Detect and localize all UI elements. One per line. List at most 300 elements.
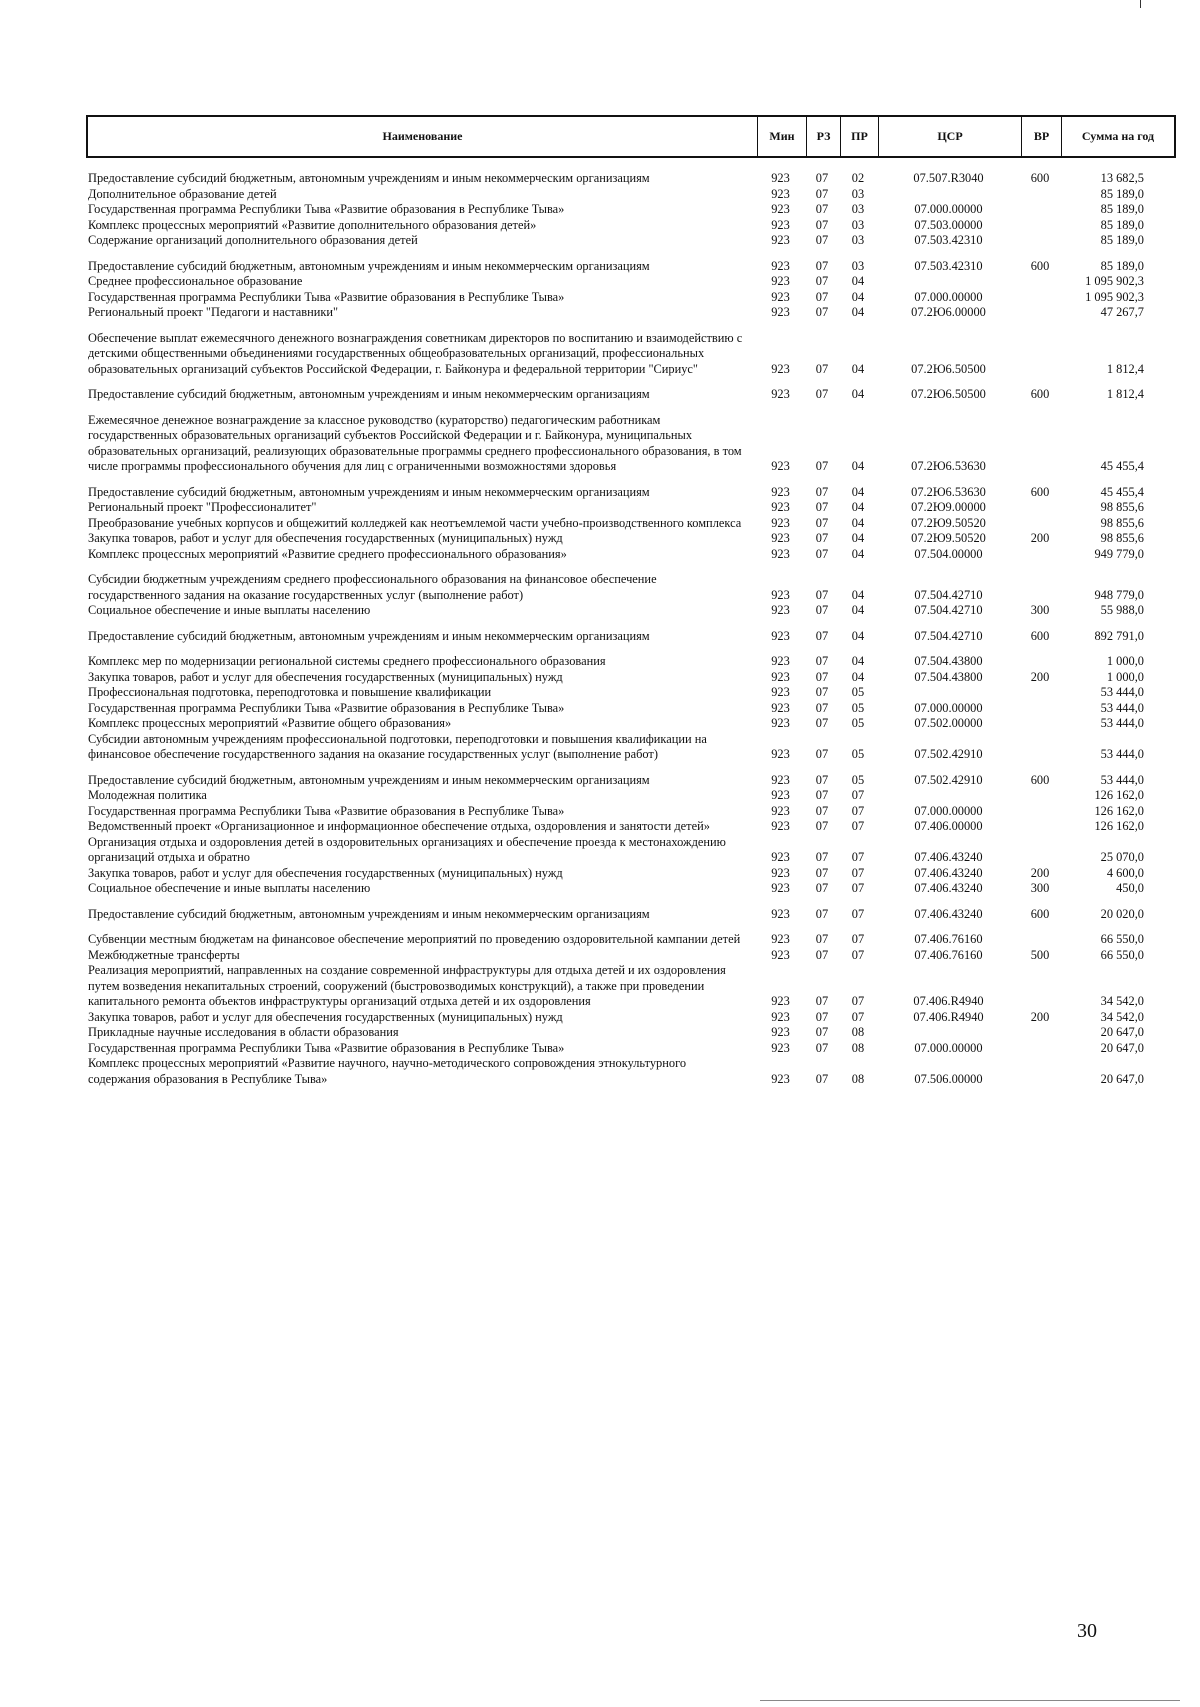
row-pr: 04 bbox=[851, 305, 865, 319]
row-csr: 07.2Ю6.50500 bbox=[911, 387, 986, 401]
row-name: Ведомственный проект «Организационное и информационное обеспечение отдыха, оздоровления и занятости детей» bbox=[88, 819, 710, 833]
row-vr bbox=[1020, 804, 1060, 820]
row-pr: 04 bbox=[851, 387, 865, 401]
table-row bbox=[88, 516, 1174, 532]
row-name: Субвенции местным бюджетам на финансовое обеспечение мероприятий по проведению оздоровительной кампании детей bbox=[88, 932, 741, 946]
row-sum: 948 779,0 bbox=[1094, 587, 1144, 602]
row-rz: 07 bbox=[815, 906, 829, 921]
table-row bbox=[88, 881, 1174, 897]
table-row bbox=[88, 290, 1174, 306]
row-sum: 98 855,6 bbox=[1100, 531, 1144, 545]
row-sum: 34 542,0 bbox=[1100, 994, 1144, 1008]
row-pr: 04 bbox=[851, 628, 865, 643]
row-pr: 04 bbox=[851, 459, 865, 473]
row-name: Государственная программа Республики Тыва «Развитие образования в Республике Тыва» bbox=[88, 289, 565, 304]
table-row bbox=[88, 932, 1174, 948]
row-pr: 04 bbox=[851, 289, 865, 304]
row-sum: 1 812,4 bbox=[1106, 361, 1144, 376]
row-pr: 07 bbox=[851, 803, 865, 818]
row-pr: 07 bbox=[851, 947, 865, 962]
row-min: 923 bbox=[771, 881, 790, 895]
header-min: Мин bbox=[758, 117, 807, 156]
row-min: 923 bbox=[771, 289, 790, 304]
table-row bbox=[88, 233, 1174, 249]
row-vr bbox=[1020, 732, 1060, 763]
row-rz: 07 bbox=[815, 186, 829, 201]
row-name: Социальное обеспечение и иные выплаты населению bbox=[88, 881, 371, 895]
row-pr: 07 bbox=[851, 819, 865, 833]
table-row bbox=[88, 701, 1174, 717]
row-vr bbox=[1020, 233, 1060, 249]
row-sum: 1 000,0 bbox=[1106, 669, 1144, 684]
row-vr bbox=[1020, 1025, 1060, 1041]
row-csr: 07.504.43800 bbox=[914, 654, 983, 668]
row-rz: 07 bbox=[815, 484, 829, 499]
row-csr: 07.2Ю6.53630 bbox=[911, 484, 986, 499]
row-name: Комплекс процессных мероприятий «Развитие общего образования» bbox=[88, 716, 452, 730]
row-csr: 07.406.00000 bbox=[914, 819, 983, 833]
row-name: Содержание организаций дополнительного образования детей bbox=[88, 233, 418, 247]
row-vr: 300 bbox=[1030, 603, 1050, 617]
row-sum: 20 647,0 bbox=[1100, 1040, 1144, 1055]
row-sum: 53 444,0 bbox=[1100, 685, 1144, 699]
row-vr: 200 bbox=[1030, 669, 1050, 684]
row-vr: 200 bbox=[1030, 865, 1050, 880]
row-csr: 07.000.00000 bbox=[914, 1040, 983, 1055]
row-vr: 200 bbox=[1030, 1009, 1050, 1024]
table-row bbox=[88, 1056, 1174, 1087]
row-csr: 07.502.42910 bbox=[914, 747, 983, 761]
row-sum: 85 189,0 bbox=[1100, 202, 1144, 216]
row-min: 923 bbox=[771, 947, 790, 962]
row-sum: 20 020,0 bbox=[1100, 906, 1144, 921]
row-pr: 04 bbox=[851, 654, 865, 668]
row-pr: 07 bbox=[851, 932, 865, 946]
row-vr bbox=[1020, 701, 1060, 717]
row-csr bbox=[877, 685, 1020, 701]
row-vr: 600 bbox=[1030, 906, 1050, 921]
page-number: 30 bbox=[1077, 1620, 1097, 1642]
row-vr bbox=[1020, 547, 1060, 563]
row-min: 923 bbox=[771, 906, 790, 921]
row-pr: 04 bbox=[851, 274, 865, 288]
row-pr: 07 bbox=[851, 881, 865, 895]
row-csr: 07.2Ю9.00000 bbox=[911, 500, 986, 514]
row-sum: 13 682,5 bbox=[1100, 171, 1144, 185]
row-pr: 03 bbox=[851, 258, 865, 273]
row-pr: 05 bbox=[851, 685, 865, 699]
row-name: Организация отдыха и оздоровления детей в оздоровительных организациях и обеспечение проезда к местонахождению организаций отдыха и обратно bbox=[88, 834, 726, 864]
table-row bbox=[88, 331, 1174, 378]
row-rz: 07 bbox=[815, 881, 829, 895]
row-name: Предоставление субсидий бюджетным, автономным учреждениям и иным некоммерческим организациям bbox=[88, 387, 650, 401]
row-name: Ежемесячное денежное вознаграждение за классное руководство (кураторство) педагогическим работникам государственных образовательных организаций субъектов Российской Федерации и г. Байконура, муниципальных образовательных организаций, реализующих образовательные программы среднего профессионального образования, в том числе программы профессионального обучения для лиц с ограниченными возможностями здоровья bbox=[88, 412, 742, 473]
row-csr: 07.2Ю6.50500 bbox=[911, 361, 986, 376]
table-row bbox=[88, 572, 1174, 603]
row-sum: 4 600,0 bbox=[1106, 865, 1144, 880]
corner-mark bbox=[1140, 0, 1141, 8]
row-sum: 126 162,0 bbox=[1094, 819, 1144, 833]
row-csr: 07.502.42910 bbox=[914, 772, 983, 787]
row-name: Профессиональная подготовка, переподготовка и повышение квалификации bbox=[88, 685, 492, 699]
row-rz: 07 bbox=[815, 932, 829, 946]
row-pr: 05 bbox=[851, 716, 865, 730]
row-min: 923 bbox=[771, 865, 790, 880]
row-vr bbox=[1020, 202, 1060, 218]
row-vr bbox=[1020, 305, 1060, 321]
row-pr: 07 bbox=[851, 865, 865, 880]
table-header bbox=[86, 115, 1176, 158]
row-sum: 53 444,0 bbox=[1100, 700, 1144, 715]
row-pr: 03 bbox=[851, 233, 865, 247]
row-pr: 08 bbox=[851, 1040, 865, 1055]
row-csr: 07.406.43240 bbox=[914, 850, 983, 864]
row-sum: 1 000,0 bbox=[1106, 654, 1144, 668]
row-rz: 07 bbox=[815, 994, 829, 1008]
row-name: Государственная программа Республики Тыва «Развитие образования в Республике Тыва» bbox=[88, 700, 565, 715]
row-min: 923 bbox=[771, 531, 790, 545]
row-name: Закупка товаров, работ и услуг для обеспечения государственных (муниципальных) нужд bbox=[88, 865, 563, 880]
row-csr: 07.504.00000 bbox=[914, 546, 983, 561]
row-csr: 07.504.42710 bbox=[914, 587, 983, 602]
row-vr bbox=[1020, 187, 1060, 203]
row-vr: 200 bbox=[1030, 531, 1050, 545]
row-name: Предоставление субсидий бюджетным, автономным учреждениям и иным некоммерческим организациям bbox=[88, 171, 650, 185]
row-rz: 07 bbox=[815, 654, 829, 668]
table-row bbox=[88, 654, 1174, 670]
table-row bbox=[88, 1041, 1174, 1057]
row-rz: 07 bbox=[815, 1025, 829, 1039]
row-rz: 07 bbox=[815, 274, 829, 288]
row-min: 923 bbox=[771, 669, 790, 684]
row-rz: 07 bbox=[815, 233, 829, 247]
row-vr bbox=[1020, 685, 1060, 701]
row-vr bbox=[1020, 788, 1060, 804]
table-row bbox=[88, 1025, 1174, 1041]
row-csr: 07.406.43240 bbox=[914, 881, 983, 895]
row-vr: 300 bbox=[1030, 881, 1050, 895]
row-vr bbox=[1020, 500, 1060, 516]
row-name: Субсидии бюджетным учреждениям среднего профессионального образования на финансовое обеспечение государственного задания на оказание государственных услуг (выполнение работ) bbox=[88, 572, 657, 602]
row-sum: 45 455,4 bbox=[1100, 484, 1144, 499]
row-csr: 07.000.00000 bbox=[914, 700, 983, 715]
row-name: Преобразование учебных корпусов и общежитий колледжей как неотъемлемой части учебно-производственного комплекса bbox=[88, 515, 742, 530]
table-body bbox=[88, 171, 1174, 1087]
row-min: 923 bbox=[771, 546, 790, 561]
table-row bbox=[88, 907, 1174, 923]
table-row bbox=[88, 413, 1174, 475]
row-pr: 07 bbox=[851, 906, 865, 921]
row-sum: 55 988,0 bbox=[1100, 603, 1144, 617]
row-csr: 07.000.00000 bbox=[914, 289, 983, 304]
row-pr: 05 bbox=[851, 700, 865, 715]
row-min: 923 bbox=[771, 1040, 790, 1055]
row-vr bbox=[1020, 716, 1060, 732]
row-rz: 07 bbox=[815, 700, 829, 715]
row-csr: 07.503.00000 bbox=[914, 217, 983, 232]
row-csr: 07.504.42710 bbox=[914, 603, 983, 617]
row-rz: 07 bbox=[815, 202, 829, 216]
row-name: Государственная программа Республики Тыва «Развитие образования в Республике Тыва» bbox=[88, 1040, 565, 1055]
row-sum: 20 647,0 bbox=[1100, 1071, 1144, 1086]
row-min: 923 bbox=[771, 1025, 790, 1039]
row-rz: 07 bbox=[815, 587, 829, 602]
row-pr: 04 bbox=[851, 484, 865, 499]
row-vr bbox=[1020, 290, 1060, 306]
row-name: Региональный проект "Профессионалитет" bbox=[88, 500, 317, 514]
row-vr bbox=[1020, 572, 1060, 603]
table-row bbox=[88, 629, 1174, 645]
row-min: 923 bbox=[771, 850, 790, 864]
header-rz: РЗ bbox=[807, 117, 841, 156]
row-csr: 07.507.R3040 bbox=[913, 171, 984, 185]
row-min: 923 bbox=[771, 700, 790, 715]
bottom-rule bbox=[760, 1700, 1180, 1701]
row-name: Комплекс процессных мероприятий «Развитие дополнительного образования детей» bbox=[88, 217, 537, 232]
row-min: 923 bbox=[771, 788, 790, 802]
row-rz: 07 bbox=[815, 603, 829, 617]
row-rz: 07 bbox=[815, 171, 829, 185]
row-csr: 07.406.R4940 bbox=[913, 994, 984, 1008]
row-pr: 07 bbox=[851, 788, 865, 802]
row-min: 923 bbox=[771, 1071, 790, 1086]
row-sum: 98 855,6 bbox=[1100, 500, 1144, 514]
row-min: 923 bbox=[771, 716, 790, 730]
row-vr: 600 bbox=[1030, 171, 1050, 185]
row-name: Реализация мероприятий, направленных на создание современной инфраструктуры для отдыха детей и их оздоровления путем возведения некапитальных строений, сооружений (быстровозводимых конструкций), а также при проведении капитального ремонта объектов инфраструктуры организаций отдыха детей и их оздоровления bbox=[88, 963, 726, 1008]
table-row bbox=[88, 804, 1174, 820]
row-rz: 07 bbox=[815, 258, 829, 273]
row-pr: 07 bbox=[851, 1009, 865, 1024]
row-csr: 07.406.43240 bbox=[914, 906, 983, 921]
row-sum: 85 189,0 bbox=[1100, 217, 1144, 232]
row-rz: 07 bbox=[815, 387, 829, 401]
row-csr: 07.2Ю6.53630 bbox=[911, 459, 986, 473]
row-name: Предоставление субсидий бюджетным, автономным учреждениям и иным некоммерческим организациям bbox=[88, 258, 650, 273]
row-csr: 07.000.00000 bbox=[914, 803, 983, 818]
row-min: 923 bbox=[771, 233, 790, 247]
table-row bbox=[88, 603, 1174, 619]
row-min: 923 bbox=[771, 994, 790, 1008]
row-min: 923 bbox=[771, 459, 790, 473]
row-csr: 07.406.76160 bbox=[914, 947, 983, 962]
row-name: Комплекс мер по модернизации региональной системы среднего профессионального образования bbox=[88, 654, 606, 668]
row-csr: 07.504.43800 bbox=[914, 669, 983, 684]
row-name: Закупка товаров, работ и услуг для обеспечения государственных (муниципальных) нужд bbox=[88, 531, 563, 545]
table-row bbox=[88, 835, 1174, 866]
row-name: Межбюджетные трансферты bbox=[88, 947, 240, 962]
row-pr: 05 bbox=[851, 747, 865, 761]
row-csr: 07.2Ю9.50520 bbox=[911, 531, 986, 545]
row-pr: 04 bbox=[851, 361, 865, 376]
row-pr: 05 bbox=[851, 772, 865, 787]
row-rz: 07 bbox=[815, 305, 829, 319]
row-csr: 07.503.42310 bbox=[914, 233, 983, 247]
row-min: 923 bbox=[771, 305, 790, 319]
row-pr: 08 bbox=[851, 1071, 865, 1086]
row-rz: 07 bbox=[815, 947, 829, 962]
table-row bbox=[88, 547, 1174, 563]
row-rz: 07 bbox=[815, 850, 829, 864]
row-rz: 07 bbox=[815, 669, 829, 684]
row-name: Предоставление субсидий бюджетным, автономным учреждениям и иным некоммерческим организациям bbox=[88, 906, 650, 921]
row-name: Обеспечение выплат ежемесячного денежного вознаграждения советникам директоров по воспитанию и взаимодействию с детскими общественными объединениями государственных общеобразовательных организаций, профессиональных образовательных организаций субъектов Российской Федерации, г. Байконура и федеральной территории "Сириус" bbox=[88, 330, 743, 376]
table-row bbox=[88, 773, 1174, 789]
row-min: 923 bbox=[771, 186, 790, 201]
row-min: 923 bbox=[771, 217, 790, 232]
row-csr: 07.000.00000 bbox=[914, 202, 983, 216]
row-vr bbox=[1020, 654, 1060, 670]
row-sum: 85 189,0 bbox=[1100, 186, 1144, 201]
table-row bbox=[88, 187, 1174, 203]
row-vr: 600 bbox=[1030, 258, 1050, 273]
row-pr: 02 bbox=[851, 171, 865, 185]
row-vr bbox=[1020, 1041, 1060, 1057]
row-vr bbox=[1020, 413, 1060, 475]
row-name: Предоставление субсидий бюджетным, автономным учреждениям и иным некоммерческим организациям bbox=[88, 772, 650, 787]
row-sum: 1 812,4 bbox=[1106, 387, 1144, 401]
row-csr bbox=[877, 788, 1020, 804]
row-sum: 85 189,0 bbox=[1100, 233, 1144, 247]
row-vr: 600 bbox=[1030, 387, 1050, 401]
row-sum: 20 647,0 bbox=[1100, 1025, 1144, 1039]
row-vr bbox=[1020, 819, 1060, 835]
table-row bbox=[88, 819, 1174, 835]
table-row bbox=[88, 305, 1174, 321]
row-sum: 126 162,0 bbox=[1094, 788, 1144, 802]
header-sum: Сумма на год bbox=[1081, 129, 1155, 143]
row-sum: 66 550,0 bbox=[1100, 947, 1144, 962]
row-csr: 07.506.00000 bbox=[914, 1071, 983, 1086]
row-name: Комплекс процессных мероприятий «Развитие научного, научно-методического сопровождения этнокультурного содержания образования в Республике Тыва» bbox=[88, 1056, 687, 1086]
row-pr: 04 bbox=[851, 515, 865, 530]
row-csr bbox=[877, 1025, 1020, 1041]
row-name: Дополнительное образование детей bbox=[88, 186, 277, 201]
row-rz: 07 bbox=[815, 1071, 829, 1086]
row-sum: 34 542,0 bbox=[1100, 1009, 1144, 1024]
row-min: 923 bbox=[771, 202, 790, 216]
table-row bbox=[88, 485, 1174, 501]
table-row bbox=[88, 963, 1174, 1010]
row-sum: 25 070,0 bbox=[1100, 850, 1144, 864]
table-row bbox=[88, 670, 1174, 686]
row-min: 923 bbox=[771, 803, 790, 818]
table-row bbox=[88, 259, 1174, 275]
row-rz: 07 bbox=[815, 217, 829, 232]
row-sum: 126 162,0 bbox=[1094, 803, 1144, 818]
table-row bbox=[88, 202, 1174, 218]
row-rz: 07 bbox=[815, 1040, 829, 1055]
row-csr: 07.504.42710 bbox=[914, 628, 983, 643]
row-min: 923 bbox=[771, 274, 790, 288]
row-min: 923 bbox=[771, 500, 790, 514]
row-vr bbox=[1020, 274, 1060, 290]
row-rz: 07 bbox=[815, 716, 829, 730]
table-row bbox=[88, 387, 1174, 403]
row-sum: 85 189,0 bbox=[1100, 258, 1144, 273]
row-vr bbox=[1020, 516, 1060, 532]
row-csr bbox=[877, 187, 1020, 203]
row-name: Региональный проект "Педагоги и наставники" bbox=[88, 305, 339, 319]
row-name: Предоставление субсидий бюджетным, автономным учреждениям и иным некоммерческим организациям bbox=[88, 484, 650, 499]
row-min: 923 bbox=[771, 258, 790, 273]
row-rz: 07 bbox=[815, 361, 829, 376]
row-name: Закупка товаров, работ и услуг для обеспечения государственных (муниципальных) нужд bbox=[88, 669, 563, 684]
row-min: 923 bbox=[771, 772, 790, 787]
row-pr: 04 bbox=[851, 603, 865, 617]
row-rz: 07 bbox=[815, 628, 829, 643]
row-rz: 07 bbox=[815, 459, 829, 473]
row-rz: 07 bbox=[815, 531, 829, 545]
table-row bbox=[88, 171, 1174, 187]
row-sum: 450,0 bbox=[1116, 881, 1144, 895]
row-name: Социальное обеспечение и иные выплаты населению bbox=[88, 603, 371, 617]
row-min: 923 bbox=[771, 515, 790, 530]
header-csr: ЦСР bbox=[879, 117, 1022, 156]
row-pr: 04 bbox=[851, 669, 865, 684]
row-pr: 04 bbox=[851, 546, 865, 561]
row-pr: 03 bbox=[851, 202, 865, 216]
table-row bbox=[88, 732, 1174, 763]
row-vr bbox=[1020, 331, 1060, 378]
row-vr: 600 bbox=[1030, 772, 1050, 787]
row-name: Предоставление субсидий бюджетным, автономным учреждениям и иным некоммерческим организациям bbox=[88, 628, 650, 643]
row-pr: 03 bbox=[851, 186, 865, 201]
row-rz: 07 bbox=[815, 289, 829, 304]
row-rz: 07 bbox=[815, 865, 829, 880]
row-name: Среднее профессиональное образование bbox=[88, 274, 303, 288]
row-pr: 07 bbox=[851, 850, 865, 864]
row-name: Государственная программа Республики Тыва «Развитие образования в Республике Тыва» bbox=[88, 202, 565, 216]
table-row bbox=[88, 685, 1174, 701]
row-vr bbox=[1020, 835, 1060, 866]
table-row bbox=[88, 948, 1174, 964]
table-row bbox=[88, 716, 1174, 732]
row-name: Закупка товаров, работ и услуг для обеспечения государственных (муниципальных) нужд bbox=[88, 1009, 563, 1024]
row-min: 923 bbox=[771, 587, 790, 602]
row-pr: 04 bbox=[851, 500, 865, 514]
row-sum: 53 444,0 bbox=[1100, 772, 1144, 787]
row-min: 923 bbox=[771, 361, 790, 376]
row-rz: 07 bbox=[815, 803, 829, 818]
row-min: 923 bbox=[771, 654, 790, 668]
row-rz: 07 bbox=[815, 819, 829, 833]
table-row bbox=[88, 1010, 1174, 1026]
row-min: 923 bbox=[771, 819, 790, 833]
row-min: 923 bbox=[771, 628, 790, 643]
row-rz: 07 bbox=[815, 546, 829, 561]
row-csr: 07.2Ю9.50520 bbox=[911, 515, 986, 530]
row-csr: 07.2Ю6.00000 bbox=[911, 305, 986, 319]
row-vr bbox=[1020, 963, 1060, 1010]
row-pr: 07 bbox=[851, 994, 865, 1008]
row-vr bbox=[1020, 218, 1060, 234]
header-pr: ПР bbox=[841, 117, 879, 156]
row-rz: 07 bbox=[815, 500, 829, 514]
row-vr: 500 bbox=[1030, 947, 1050, 962]
table-row bbox=[88, 788, 1174, 804]
row-rz: 07 bbox=[815, 747, 829, 761]
row-vr bbox=[1020, 1056, 1060, 1087]
row-pr: 08 bbox=[851, 1025, 865, 1039]
row-name: Государственная программа Республики Тыва «Развитие образования в Республике Тыва» bbox=[88, 803, 565, 818]
row-vr: 600 bbox=[1030, 484, 1050, 499]
row-pr: 04 bbox=[851, 531, 865, 545]
row-name: Прикладные научные исследования в области образования bbox=[88, 1025, 399, 1039]
row-sum: 949 779,0 bbox=[1094, 546, 1144, 561]
row-sum: 1 095 902,3 bbox=[1085, 274, 1144, 288]
row-name: Субсидии автономным учреждениям профессиональной подготовки, переподготовки и повышения квалификации на финансовое обеспечение государственного задания на оказание государственных услуг (выполнение работ) bbox=[88, 731, 707, 761]
